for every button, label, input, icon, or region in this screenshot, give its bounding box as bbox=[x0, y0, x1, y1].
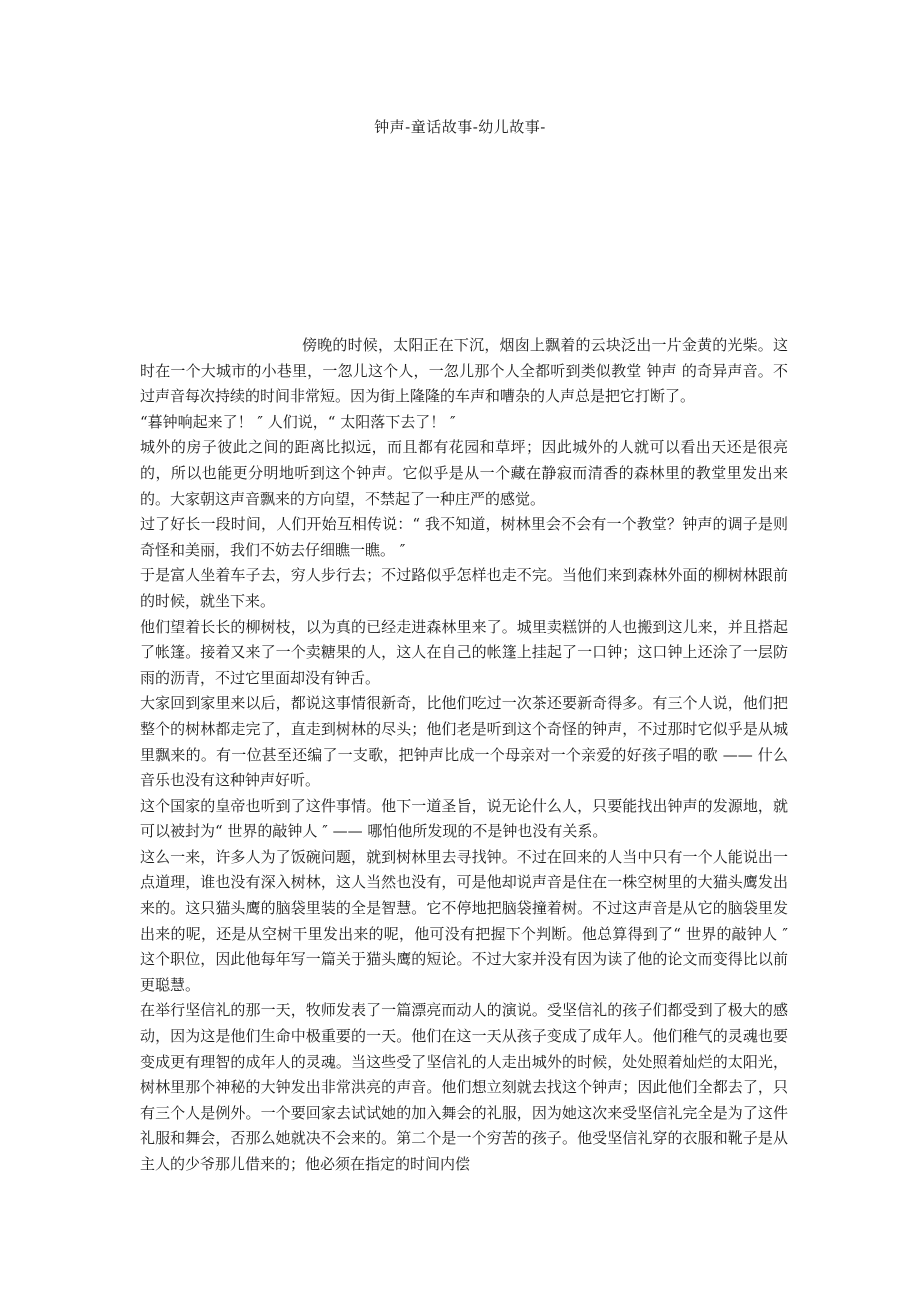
paragraph: 于是富人坐着车子去，穷人步行去；不过路似乎怎样也走不完。当他们来到森林外面的柳树林跟前的时候，就坐下来。 bbox=[140, 566, 788, 610]
paragraph: 这么一来，许多人为了饭碗问题，就到树林里去寻找钟。不过在回来的人当中只有一个人能说出一点道理，谁也没有深入树林，这人当然也没有，可是他却说声音是住在一株空树里的大猫头鹰发出来的。这只猫头鹰的脑袋里装的全是智慧。它不停地把脑袋撞着树。不过这声音是从它的脑袋里发出来的呢，还是从空树干里发出来的呢，他可没有把握下个判断。他总算得到了“ 世界的敲钟人 ″ 这个职位，因此他每年写一篇关于猫头鹰的短论。不过大家并没有因为读了他的论文而变得比以前更聪慧。 bbox=[140, 847, 788, 994]
paragraph: 这个国家的皇帝也听到了这件事情。他下一道圣旨，说无论什么人，只要能找出钟声的发源地，就可以被封为“ 世界的敲钟人 ″ —— 哪怕他所发现的不是钟也没有关系。 bbox=[140, 796, 788, 841]
paragraph: 傍晚的时候，太阳正在下沉，烟囱上飘着的云块泛出一片金黄的光柴。这时在一个大城市的小巷里，一忽儿这个人，一忽儿那个人全都听到类似教堂 钟声 的奇异声音。不过声音每次持续的时间非常短。因为街上隆隆的车声和嘈杂的人声总是把它打断了。 bbox=[140, 336, 788, 406]
paragraph: 大家回到家里来以后，都说这事情很新奇，比他们吃过一次茶还要新奇得多。有三个人说，他们把整个的树林都走完了，直走到树林的尽头；他们老是听到这个奇怪的钟声，不过那时它似乎是从城里飘来的。有一位甚至还编了一支歌，把钟声比成一个母亲对一个亲爱的好孩子唱的歌 —— 什么音乐也没有这种钟声好听。 bbox=[140, 694, 788, 790]
document-title: 钟声-童话故事-幼儿故事- bbox=[374, 118, 546, 136]
paragraph: 城外的房子彼此之间的距离比拟远，而且都有花园和草坪；因此城外的人就可以看出天还是很亮的，所以也能更分明地听到这个钟声。它似乎是从一个藏在静寂而清香的森林里的教堂里发出来的。大家朝这声音飘来的方向望，不禁起了一种庄严的感觉。 bbox=[140, 438, 788, 508]
paragraph: 过了好长一段时间，人们开始互相传说：“ 我不知道，树林里会不会有一个教堂？钟声的调子是则奇怪和美丽，我们不妨去仔细瞧一瞧。 ″ bbox=[140, 515, 788, 559]
paragraph: 在举行坚信礼的那一天，牧师发表了一篇漂亮而动人的演说。受坚信礼的孩子们都受到了极大的感动，因为这是他们生命中极重要的一天。他们在这一天从孩子变成了成年人。他们稚气的灵魂也要变成更有理智的成年人的灵魂。当这些受了坚信礼的人走出城外的时候，处处照着灿烂的太阳光，树林里那个神秘的大钟发出非常洪亮的声音。他们想立刻就去找这个钟声；因此他们全都去了，只有三个人是例外。一个要回家去试试她的加入舞会的礼服，因为她这次来受坚信礼完全是为了这件礼服和舞会，否那么她就决不会来的。第二个是一个穷苦的孩子。他受坚信礼穿的衣服和靴子是从主人的少爷那儿借来的；他必须在指定的时间内偿 bbox=[140, 1001, 788, 1173]
paragraph: “暮钟响起来了！ ″ 人们说，“ 太阳落下去了！ ″ bbox=[140, 412, 456, 431]
document-body bbox=[140, 333, 788, 1178]
paragraph: 他们望着长长的柳树枝，以为真的已经走进森林里来了。城里卖糕饼的人也搬到这儿来，并且搭起了帐篷。接着又来了一个卖糖果的人，这人在自己的帐篷上挂起了一口钟；这口钟上还涂了一层防雨的沥青，不过它里面却没有钟舌。 bbox=[140, 617, 788, 687]
